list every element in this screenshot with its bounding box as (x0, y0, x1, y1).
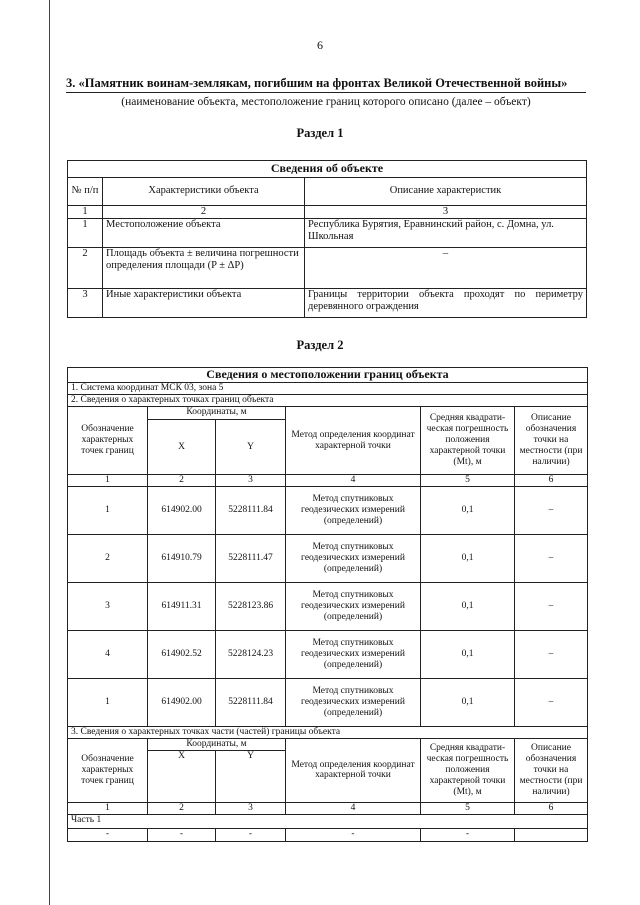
col-number: 1 (68, 475, 148, 487)
table-row (68, 582, 588, 630)
col-number: 1 (68, 206, 103, 219)
point-x: 614902.00 (148, 678, 216, 726)
table-row (68, 534, 588, 582)
row-characteristic: Площадь объекта ± величина погрешности определения площади (P ± ΔP) (103, 248, 305, 289)
col-number: 2 (103, 206, 305, 219)
point-y: 5228111.47 (216, 534, 286, 582)
point-desc: – (515, 486, 588, 534)
part-cell: - (421, 828, 515, 841)
header-x: X (148, 420, 216, 475)
point-y: 5228123.86 (216, 582, 286, 630)
col-number: 2 (148, 802, 216, 814)
point-desc: – (515, 534, 588, 582)
parts-title: 3. Сведения о характерных точках части (частей) границы объекта (68, 726, 588, 738)
col-number: 5 (421, 475, 515, 487)
row-description: Республика Бурятия, Еравнинский район, с. Домна, ул. Школьная (305, 219, 587, 248)
table-row (68, 828, 588, 841)
row-description: Границы территории объекта проходят по периметру деревянного ограждения (305, 289, 587, 318)
point-desc: – (515, 630, 588, 678)
point-mt: 0,1 (421, 582, 515, 630)
col-number: 3 (305, 206, 587, 219)
part-label: Часть 1 (68, 814, 588, 828)
object-info-table (67, 160, 587, 318)
col-number: 2 (148, 475, 216, 487)
col-number: 3 (216, 802, 286, 814)
point-mt: 0,1 (421, 678, 515, 726)
header-designation: Обозначение характерных точек границ (68, 407, 148, 475)
col-number: 6 (515, 475, 588, 487)
point-mt: 0,1 (421, 630, 515, 678)
part-cell: - (148, 828, 216, 841)
table-row (68, 630, 588, 678)
point-y: 5228111.84 (216, 678, 286, 726)
point-x: 614911.31 (148, 582, 216, 630)
row-num: 3 (68, 289, 103, 318)
table-row (68, 248, 587, 289)
section1-title: Раздел 1 (296, 126, 344, 140)
row-characteristic: Иные характеристики объекта (103, 289, 305, 318)
page-number: 6 (317, 38, 323, 52)
point-method: Метод спутниковых геодезических измерений (определений) (286, 486, 421, 534)
row-num: 2 (68, 248, 103, 289)
col-number: 1 (68, 802, 148, 814)
table-row (68, 289, 587, 318)
header-coords: Координаты, м (148, 407, 286, 420)
table-row (68, 219, 587, 248)
col-number: 5 (421, 802, 515, 814)
col-number: 4 (286, 475, 421, 487)
table-row (68, 678, 588, 726)
point-desc: – (515, 582, 588, 630)
point-mt: 0,1 (421, 486, 515, 534)
point-method: Метод спутниковых геодезических измерений (определений) (286, 534, 421, 582)
object-info-table-title: Сведения об объекте (68, 161, 587, 178)
point-id: 1 (68, 678, 148, 726)
point-method: Метод спутниковых геодезических измерений (определений) (286, 582, 421, 630)
point-x: 614902.00 (148, 486, 216, 534)
parts-header-designation: Обозначение характерных точек границ (68, 738, 148, 802)
header-num: № п/п (68, 178, 103, 206)
point-id: 2 (68, 534, 148, 582)
part-cell: - (286, 828, 421, 841)
parts-header-x: X (148, 750, 216, 802)
point-method: Метод спутниковых геодезических измерений (определений) (286, 678, 421, 726)
point-method: Метод спутниковых геодезических измерений (определений) (286, 630, 421, 678)
col-number: 6 (515, 802, 588, 814)
object-title: 3. «Памятник воинам-землякам, погибшим на фронтах Великой Отечественной войны» (66, 76, 586, 93)
col-number: 4 (286, 802, 421, 814)
header-y: Y (216, 420, 286, 475)
section2-title: Раздел 2 (296, 338, 344, 352)
point-x: 614902.52 (148, 630, 216, 678)
row-characteristic: Местоположение объекта (103, 219, 305, 248)
header-characteristic: Характеристики объекта (103, 178, 305, 206)
point-mt: 0,1 (421, 534, 515, 582)
header-method: Метод определения координат характерной точки (286, 407, 421, 475)
header-point-description: Описание обозначения точки на местности (при наличии) (515, 407, 588, 475)
boundary-table (67, 367, 588, 842)
parts-header-point-description: Описание обозначения точки на местности (при наличии) (515, 738, 588, 802)
point-id: 4 (68, 630, 148, 678)
coord-system: 1. Система координат МСК 03, зона 5 (68, 383, 588, 395)
part-cell (515, 828, 588, 841)
header-accuracy: Средняя квадрати-ческая погрешность положения характерной точки (Mt), м (421, 407, 515, 475)
boundary-table-title: Сведения о местоположении границ объекта (68, 368, 588, 383)
part-cell: - (216, 828, 286, 841)
part-cell: - (68, 828, 148, 841)
parts-header-coords: Координаты, м (148, 738, 286, 750)
point-desc: – (515, 678, 588, 726)
point-x: 614910.79 (148, 534, 216, 582)
boundary-points-title: 2. Сведения о характерных точках границ объекта (68, 395, 588, 407)
col-number: 3 (216, 475, 286, 487)
object-subtitle: (наименование объекта, местоположение границ которого описано (далее – объект) (121, 96, 531, 108)
row-num: 1 (68, 219, 103, 248)
point-id: 1 (68, 486, 148, 534)
parts-header-y: Y (216, 750, 286, 802)
parts-header-accuracy: Средняя квадрати-ческая погрешность положения характерной точки (Mt), м (421, 738, 515, 802)
point-y: 5228124.23 (216, 630, 286, 678)
table-row (68, 486, 588, 534)
parts-header-method: Метод определения координат характерной точки (286, 738, 421, 802)
point-id: 3 (68, 582, 148, 630)
row-description: – (305, 248, 587, 289)
header-description: Описание характеристик (305, 178, 587, 206)
point-y: 5228111.84 (216, 486, 286, 534)
